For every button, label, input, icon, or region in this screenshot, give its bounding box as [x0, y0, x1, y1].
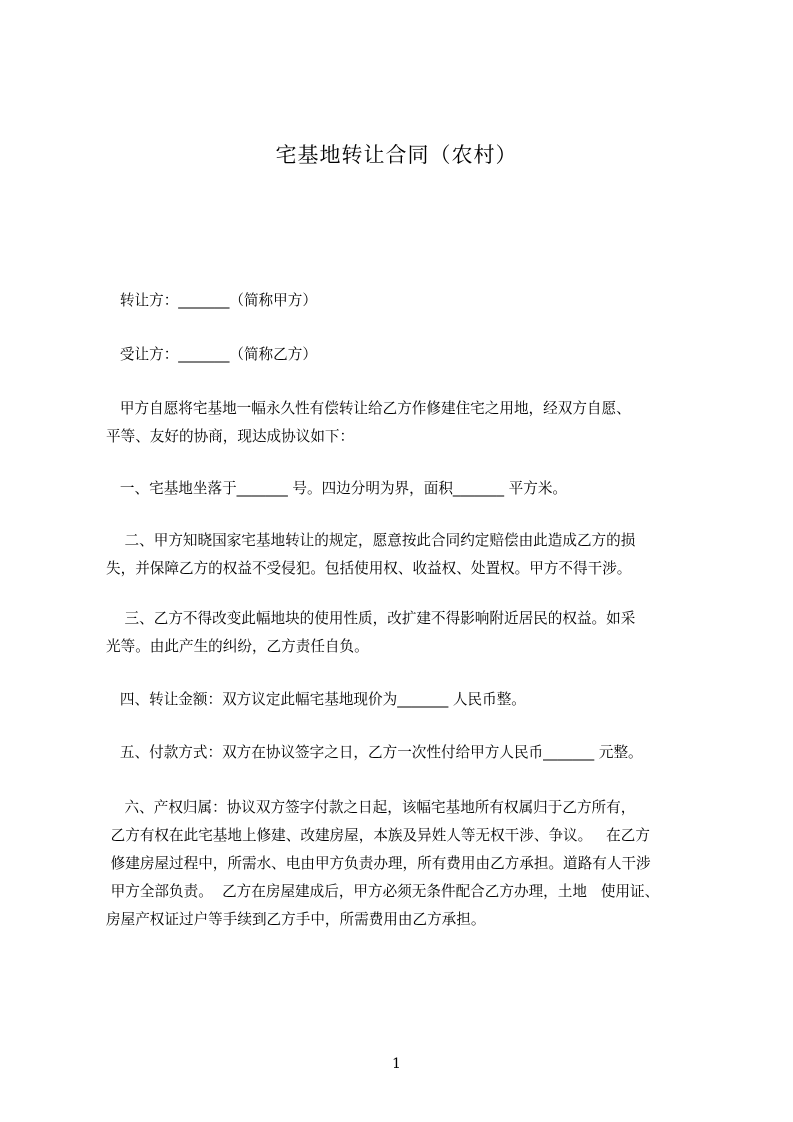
- clause-6: [106, 794, 706, 934]
- clause-6-line: 房屋产权证过户等手续到乙方手中，所需费用由乙方承担。: [106, 911, 486, 928]
- intro-line: 甲方自愿将宅基地一幅永久性有偿转让给乙方作修建住宅之用地，经双方自愿、: [106, 400, 631, 417]
- clause-6-line: 甲方全部负责。 乙方在房屋建成后，甲方必须无条件配合乙方办理，土地 使用证、: [106, 883, 660, 900]
- intro-paragraph: [106, 395, 706, 451]
- transferee-text: 受让方：_______（简称乙方）: [106, 346, 317, 363]
- clause-1: [106, 475, 706, 503]
- document-title: 宅基地转让合同（农村）: [275, 143, 518, 167]
- clause-5: [106, 739, 706, 767]
- transferee-line: [106, 341, 706, 369]
- clause-3-line: 光等。由此产生的纠纷，乙方责任自负。: [106, 638, 369, 655]
- clause-2-line: 失，并保障乙方的权益不受侵犯。包括使用权、收益权、处置权。甲方不得干涉。: [106, 560, 632, 577]
- clause-6-line: 六、产权归属：协议双方签字付款之日起，该幅宅基地所有权属归于乙方所有，: [106, 799, 636, 816]
- page-number: 1: [392, 1056, 401, 1072]
- clause-2-line: 二、甲方知晓国家宅基地转让的规定，愿意按此合同约定赔偿由此造成乙方的损: [106, 532, 636, 549]
- clause-4: [106, 686, 706, 714]
- clause-3-line: 三、乙方不得改变此幅地块的使用性质，改扩建不得影响附近居民的权益。如采: [106, 610, 636, 627]
- clause-6-line: 修建房屋过程中，所需水、电由甲方负责办理，所有费用由乙方承担。道路有人干涉: [106, 855, 651, 872]
- clause-2: [106, 527, 706, 583]
- clause-5-text: 五、付款方式：双方在协议签字之日，乙方一次性付给甲方人民币_______ 元整。: [106, 744, 643, 761]
- clause-4-text: 四、转让金额：双方议定此幅宅基地现价为_______ 人民币整。: [106, 691, 526, 708]
- clause-1-text: 一、宅基地坐落于_______ 号。四边分明为界，面积_______ 平方米。: [106, 480, 568, 497]
- clause-6-line: 乙方有权在此宅基地上修建、改建房屋，本族及异姓人等无权干涉、争议。 在乙方: [106, 827, 650, 844]
- transferor-line: [106, 287, 706, 315]
- transferor-text: 转让方：_______（简称甲方）: [106, 292, 317, 309]
- clause-3: [106, 605, 706, 661]
- intro-line: 平等、友好的协商，现达成协议如下：: [106, 428, 355, 445]
